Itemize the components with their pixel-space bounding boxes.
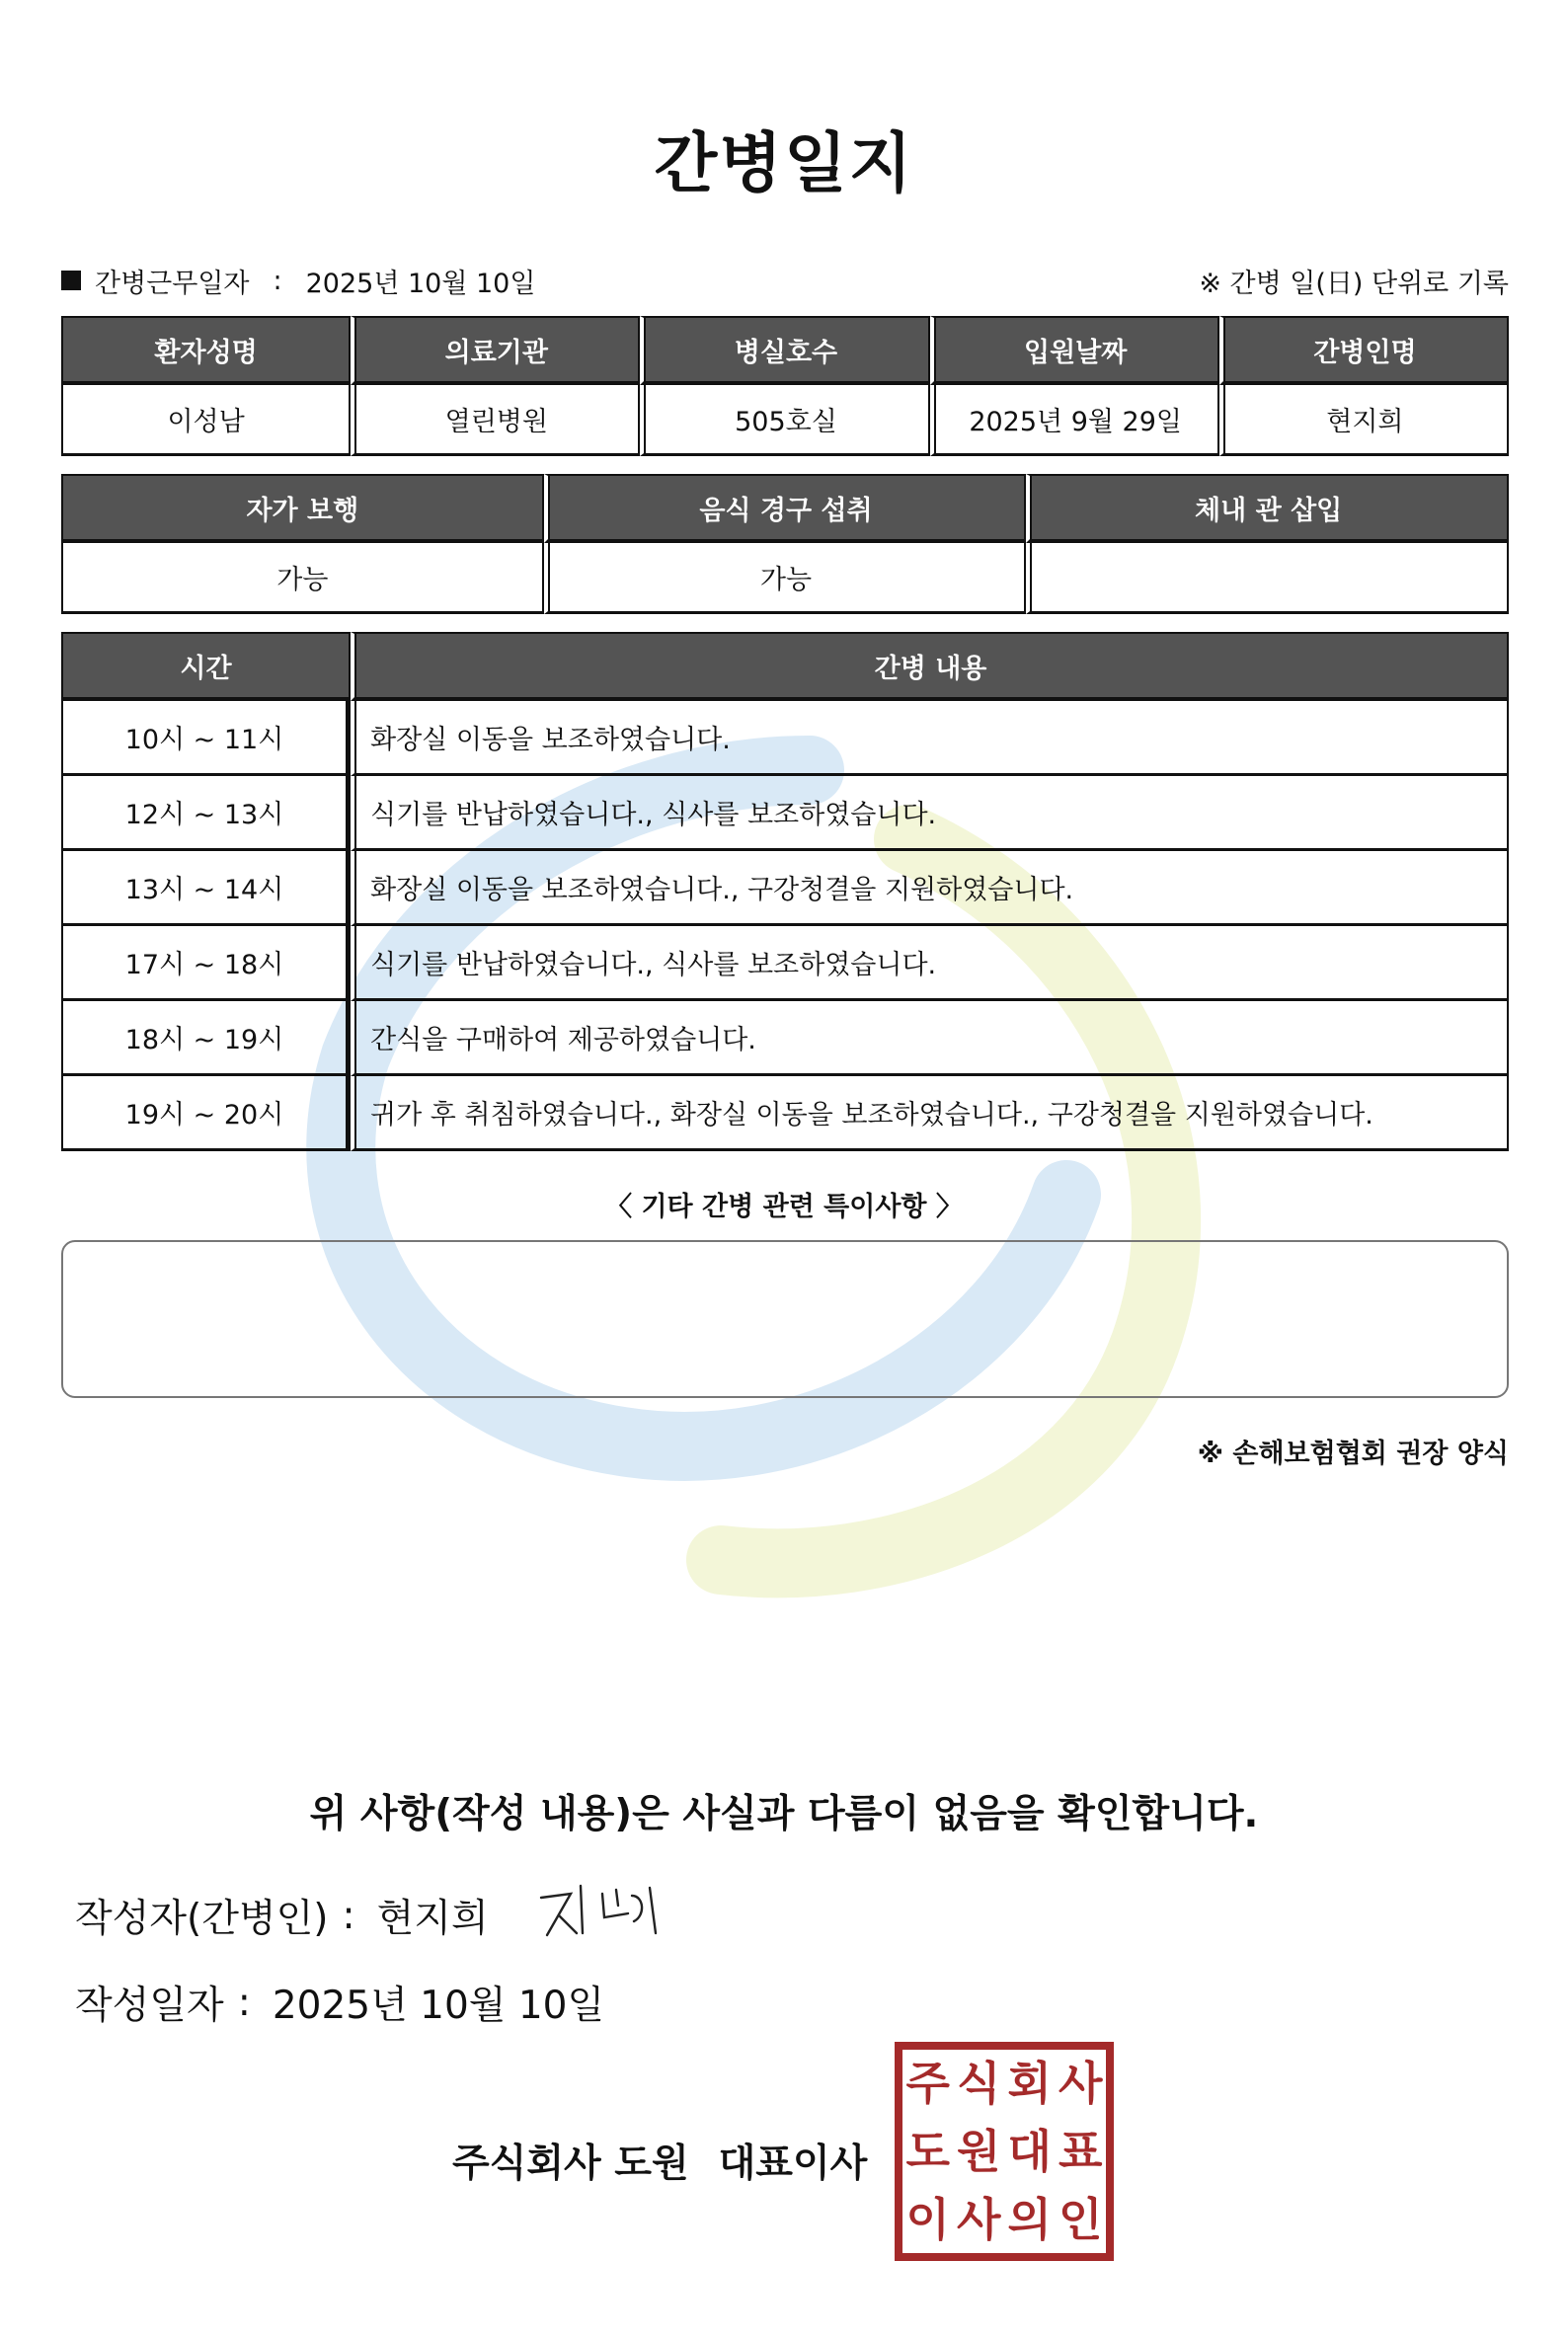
caregiver-name: 현지희 xyxy=(1219,385,1509,456)
patient-value-row xyxy=(61,385,1509,456)
seal-char: 사 xyxy=(1058,2057,1103,2111)
header-care-content: 간병 내용 xyxy=(351,632,1509,701)
header-self-walking: 자가 보행 xyxy=(61,474,544,543)
header-tube-insertion: 체내 관 삽입 xyxy=(1026,474,1509,543)
table-row xyxy=(61,1001,1509,1076)
company-signoff xyxy=(452,2133,867,2188)
writer-label: 작성자(간병인) xyxy=(75,1897,329,1941)
log-time: 13시 ~ 14시 xyxy=(61,851,351,926)
seal-char: 인 xyxy=(1058,2192,1103,2246)
work-date-separator: : xyxy=(273,265,282,296)
status-value-row xyxy=(61,543,1509,614)
patient-info-table xyxy=(61,316,1509,456)
seal-char: 이 xyxy=(905,2192,950,2246)
header-patient-name: 환자성명 xyxy=(61,316,351,385)
seal-char: 회 xyxy=(1007,2057,1052,2111)
table-row xyxy=(61,926,1509,1001)
log-time: 18시 ~ 19시 xyxy=(61,1001,351,1076)
log-content: 화장실 이동을 보조하였습니다. xyxy=(351,701,1509,776)
document-title: 간병일지 xyxy=(654,125,914,201)
unit-note: ※ 간병 일(日) 단위로 기록 xyxy=(1199,268,1509,299)
log-content: 귀가 후 취침하였습니다., 화장실 이동을 보조하였습니다., 구강청결을 지원하였습니다. xyxy=(351,1076,1509,1151)
self-walking-value: 가능 xyxy=(61,543,544,614)
status-header-row xyxy=(61,474,1509,543)
header-caregiver-name: 간병인명 xyxy=(1219,316,1509,385)
header-oral-intake: 음식 경구 섭취 xyxy=(544,474,1027,543)
meta-row xyxy=(61,261,1509,300)
care-log-table xyxy=(61,632,1509,1151)
table-row xyxy=(61,776,1509,851)
table-row xyxy=(61,701,1509,776)
seal-char: 의 xyxy=(1007,2192,1052,2246)
seal-char: 원 xyxy=(957,2124,1001,2178)
header-hospital: 의료기관 xyxy=(351,316,640,385)
log-content: 식기를 반납하였습니다., 식사를 보조하였습니다. xyxy=(351,926,1509,1001)
writer-name: 현지희 xyxy=(376,1897,489,1941)
log-time: 19시 ~ 20시 xyxy=(61,1076,351,1151)
hospital: 열린병원 xyxy=(351,385,640,456)
written-date-label: 작성일자 xyxy=(75,1984,224,2028)
header-time: 시간 xyxy=(61,632,351,701)
writer-separator: : xyxy=(342,1893,355,1938)
log-content: 식기를 반납하였습니다., 식사를 보조하였습니다. xyxy=(351,776,1509,851)
admission-date: 2025년 9월 29일 xyxy=(930,385,1219,456)
seal-char: 표 xyxy=(1058,2124,1103,2178)
table-row xyxy=(61,1076,1509,1151)
work-date-value: 2025년 10월 10일 xyxy=(305,268,536,299)
log-time: 12시 ~ 13시 xyxy=(61,776,351,851)
oral-intake-value: 가능 xyxy=(544,543,1027,614)
header-room: 병실호수 xyxy=(640,316,929,385)
written-date-value: 2025년 10월 10일 xyxy=(272,1984,605,2028)
company-seal xyxy=(895,2042,1114,2261)
log-time: 17시 ~ 18시 xyxy=(61,926,351,1001)
seal-char: 주 xyxy=(905,2057,950,2111)
notes-box xyxy=(61,1240,1509,1398)
notes-heading: 〈 기타 간병 관련 특이사항 〉 xyxy=(605,1192,963,1222)
black-square-icon xyxy=(61,271,81,290)
writer-row xyxy=(75,1888,489,1943)
seal-char: 식 xyxy=(957,2057,1001,2111)
patient-name: 이성남 xyxy=(61,385,351,456)
log-header-row xyxy=(61,632,1509,701)
header-admission-date: 입원날짜 xyxy=(930,316,1219,385)
room-number: 505호실 xyxy=(640,385,929,456)
written-date-row xyxy=(75,1975,604,2030)
seal-char: 도 xyxy=(905,2124,950,2178)
seal-char: 사 xyxy=(957,2192,1001,2246)
work-date xyxy=(61,262,535,300)
log-content: 간식을 구매하여 제공하였습니다. xyxy=(351,1001,1509,1076)
seal-char: 대 xyxy=(1007,2124,1052,2178)
company-name: 주식회사 도원 xyxy=(452,2142,689,2186)
tube-insertion-value xyxy=(1026,543,1509,614)
patient-status-table xyxy=(61,474,1509,614)
representative-title: 대표이사 xyxy=(718,2142,868,2186)
patient-header-row xyxy=(61,316,1509,385)
recommend-note: ※ 손해보험협회 권장 양식 xyxy=(1197,1439,1509,1469)
log-content: 화장실 이동을 보조하였습니다., 구강청결을 지원하였습니다. xyxy=(351,851,1509,926)
table-row xyxy=(61,851,1509,926)
log-time: 10시 ~ 11시 xyxy=(61,701,351,776)
work-date-label: 간병근무일자 xyxy=(95,268,250,299)
written-date-separator: : xyxy=(237,1980,251,2025)
confirmation-text: 위 사항(작성 내용)은 사실과 다름이 없음을 확인합니다. xyxy=(309,1792,1259,1836)
handwritten-signature xyxy=(533,1876,681,1945)
